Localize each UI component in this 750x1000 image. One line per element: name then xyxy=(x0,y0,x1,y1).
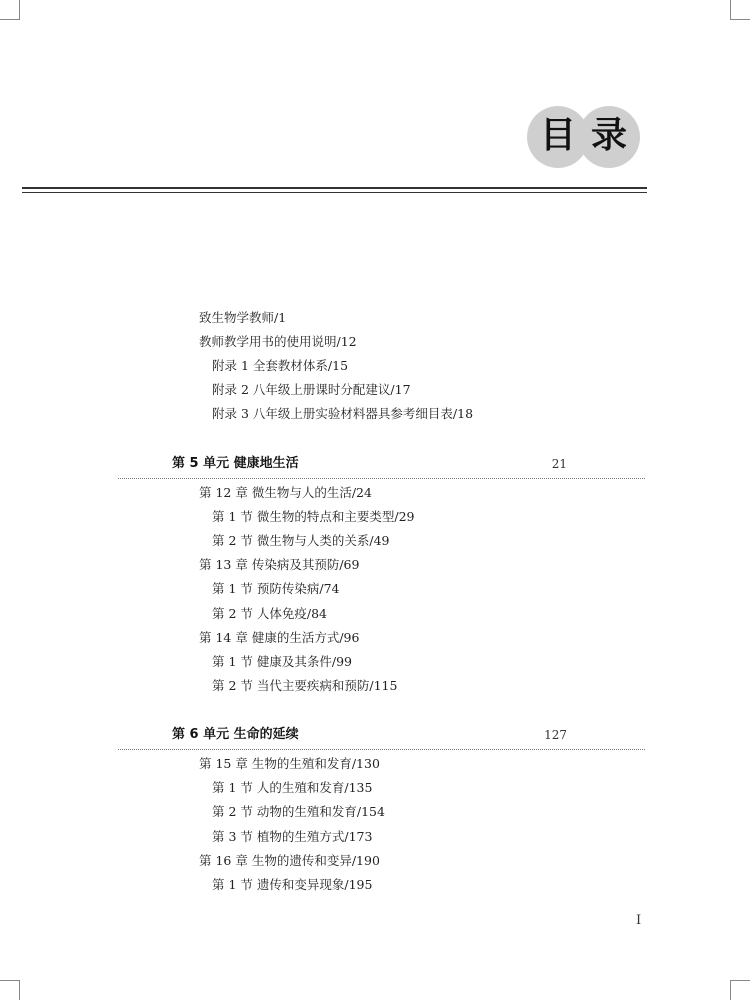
toc-entry[interactable]: 附录 3 八年级上册实验材料器具参考细目表/18 xyxy=(212,406,474,421)
toc-entry[interactable]: 第 16 章 生物的遗传和变异/190 xyxy=(199,853,380,868)
toc-heading xyxy=(0,0,750,200)
unit-page: 21 xyxy=(551,457,567,471)
toc-entry[interactable]: 第 3 节 植物的生殖方式/173 xyxy=(212,829,373,844)
heading-rule xyxy=(22,192,647,193)
toc-entry[interactable]: 第 1 节 健康及其条件/99 xyxy=(212,654,352,669)
toc-entry[interactable]: 第 14 章 健康的生活方式/96 xyxy=(199,630,360,645)
toc-entry[interactable]: 第 2 节 动物的生殖和发育/154 xyxy=(212,804,385,819)
page-number: I xyxy=(636,913,642,928)
unit-title: 第 5 单元 健康地生活 xyxy=(172,456,299,471)
toc-entry[interactable]: 第 1 节 遗传和变异现象/195 xyxy=(212,877,373,892)
toc-entry[interactable]: 附录 1 全套教材体系/15 xyxy=(212,358,349,373)
toc-entry[interactable]: 第 1 节 人的生殖和发育/135 xyxy=(212,780,373,795)
dotted-divider xyxy=(118,749,645,750)
unit-heading[interactable] xyxy=(172,454,567,474)
toc-entry[interactable]: 第 2 节 人体免疫/84 xyxy=(212,606,327,621)
toc-entry[interactable]: 第 1 节 预防传染病/74 xyxy=(212,581,340,596)
toc-entry[interactable]: 致生物学教师/1 xyxy=(199,310,287,325)
toc-entry[interactable]: 附录 2 八年级上册课时分配建议/17 xyxy=(212,382,411,397)
crop-mark xyxy=(730,980,750,981)
toc-entry[interactable]: 第 2 节 微生物与人类的关系/49 xyxy=(212,533,390,548)
toc-entry[interactable]: 第 1 节 微生物的特点和主要类型/29 xyxy=(212,509,415,524)
toc-entry[interactable]: 第 2 节 当代主要疾病和预防/115 xyxy=(212,678,398,693)
crop-mark xyxy=(730,980,731,1000)
unit-title: 第 6 单元 生命的延续 xyxy=(172,727,299,742)
heading-rule xyxy=(22,187,647,189)
toc-entry[interactable]: 第 13 章 传染病及其预防/69 xyxy=(199,557,360,572)
toc-entry[interactable]: 教师教学用书的使用说明/12 xyxy=(199,334,357,349)
dotted-divider xyxy=(118,478,645,479)
unit-heading[interactable] xyxy=(172,725,567,745)
crop-mark xyxy=(0,980,20,981)
heading-char-1: 目 xyxy=(539,115,576,156)
heading-char-2: 录 xyxy=(590,115,627,156)
unit-page: 127 xyxy=(544,728,567,742)
toc-entry[interactable]: 第 15 章 生物的生殖和发育/130 xyxy=(199,756,380,771)
toc-entry[interactable]: 第 12 章 微生物与人的生活/24 xyxy=(199,485,372,500)
crop-mark xyxy=(19,980,20,1000)
